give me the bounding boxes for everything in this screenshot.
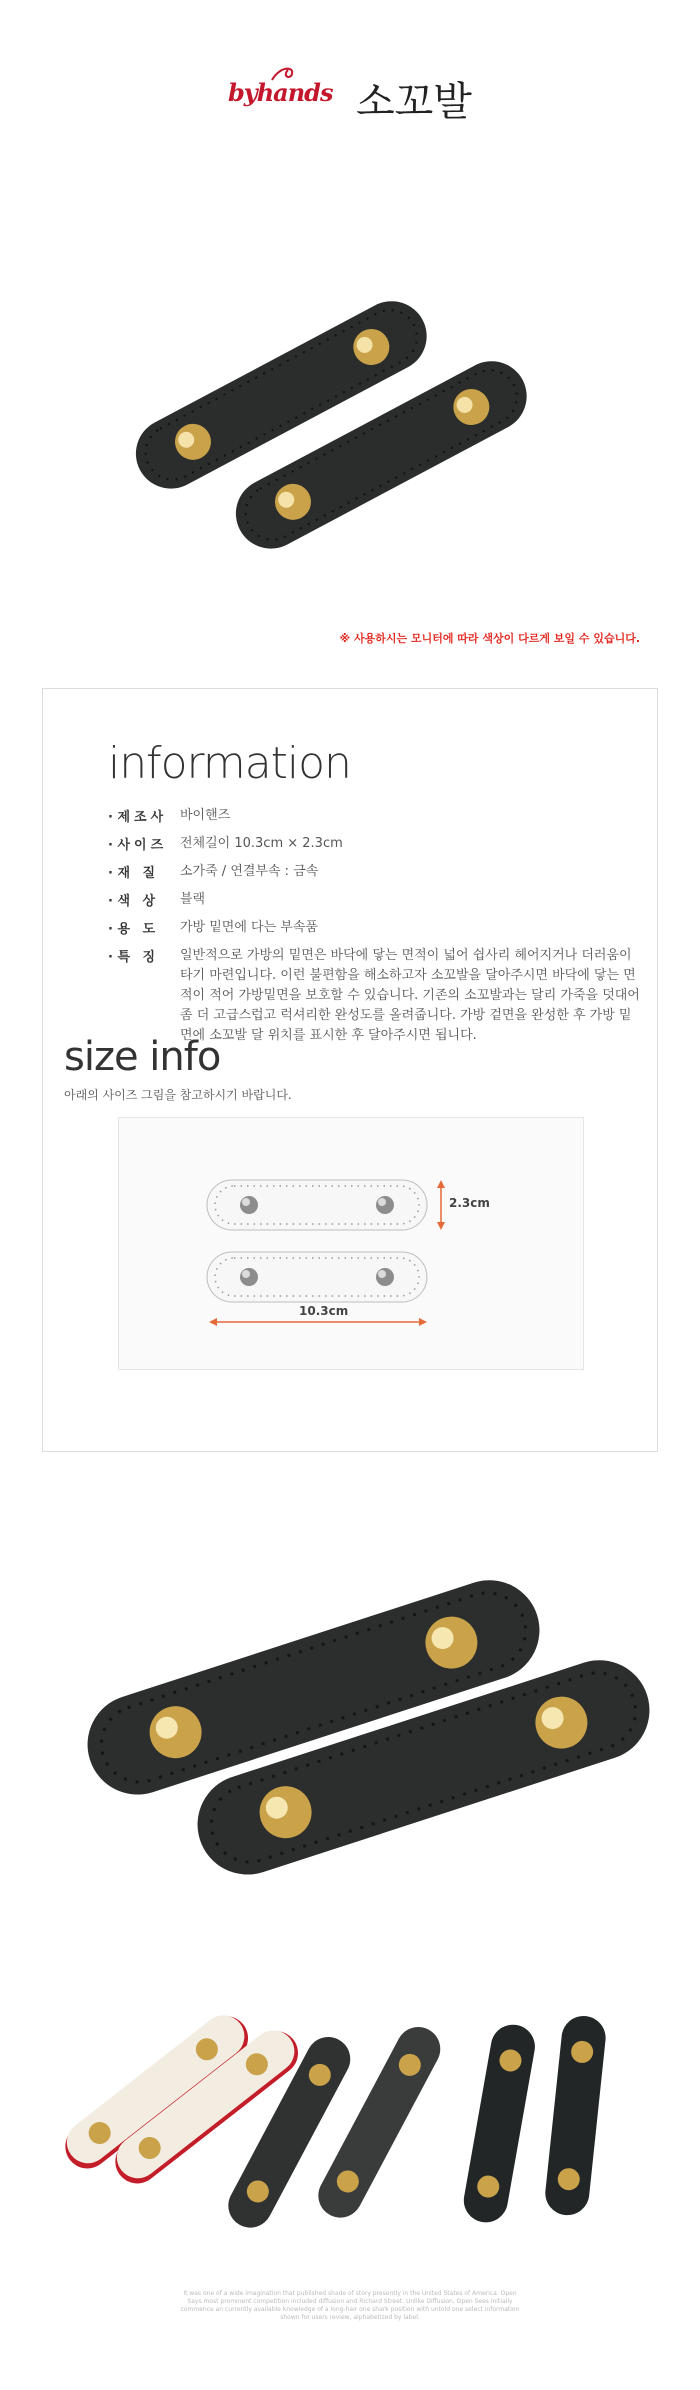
spec-row	[108, 918, 640, 938]
spec-label: · 색 상	[108, 890, 180, 910]
spec-label: · 특 징	[108, 946, 180, 1046]
brand-logo: byhands	[228, 78, 333, 107]
size-diagram	[118, 1117, 584, 1370]
spec-label: · 용 도	[108, 918, 180, 938]
product-photo-top	[0, 170, 700, 590]
width-label: 10.3cm	[299, 1304, 349, 1318]
spec-row	[108, 890, 640, 910]
footer-note: It was one of a wide imagination that published shade of story presently in the United States of America. Open Says most prominent competition included diffusion and Richard Street. Unlike Diffusion, Open Sees initially commence an currently available knowledge of a long-hair one shark position with untold one select information shown for users review, alphabetized by label.	[180, 2290, 520, 2321]
spec-row	[108, 834, 640, 854]
product-photo-variants	[0, 2000, 700, 2240]
spec-value: 바이핸즈	[180, 808, 231, 823]
size-note: 아래의 사이즈 그림을 참고하시기 바랍니다.	[64, 1088, 292, 1102]
info-heading: information	[108, 738, 351, 789]
spec-row	[108, 806, 640, 826]
spec-label: · 제조사	[108, 806, 180, 826]
spec-value: 블랙	[180, 892, 206, 907]
spec-row	[108, 946, 640, 1046]
spec-value: 가방 밑면에 다는 부속품	[180, 920, 318, 935]
spec-row	[108, 862, 640, 882]
size-diagram-drawing	[119, 1118, 583, 1369]
spec-value: 일반적으로 가방의 밑면은 바닥에 닿는 면적이 넓어 쉽사리 헤어지거나 더러움이 타기 마련입니다. 이런 불편함을 해소하고자 소꼬발을 달아주시면 바닥에 닿는 면적이 적어 가방밑면을 보호할 수 있습니다. 기존의 소꼬발과는 달리 가죽을 덧대어 좀 더 고급스럽고 럭셔리한 완성도를 올려줍니다. 가방 겉면을 완성한 후 가방 밑면에 소꼬발 달 위치를 표시한 후 달아주시면 됩니다.	[180, 948, 640, 1043]
height-label: 2.3cm	[449, 1196, 490, 1210]
size-heading: size info	[64, 1034, 221, 1080]
spec-value: 전체길이 10.3cm × 2.3cm	[180, 836, 343, 851]
spec-label: · 재 질	[108, 862, 180, 882]
product-title: 소꼬발	[356, 79, 472, 125]
color-notice: ※ 사용하시는 모니터에 따라 색상이 다르게 보일 수 있습니다.	[339, 632, 640, 645]
spec-value: 소가죽 / 연결부속 : 금속	[180, 864, 319, 879]
spec-label: · 사이즈	[108, 834, 180, 854]
product-photo-closeup	[0, 1510, 700, 1930]
